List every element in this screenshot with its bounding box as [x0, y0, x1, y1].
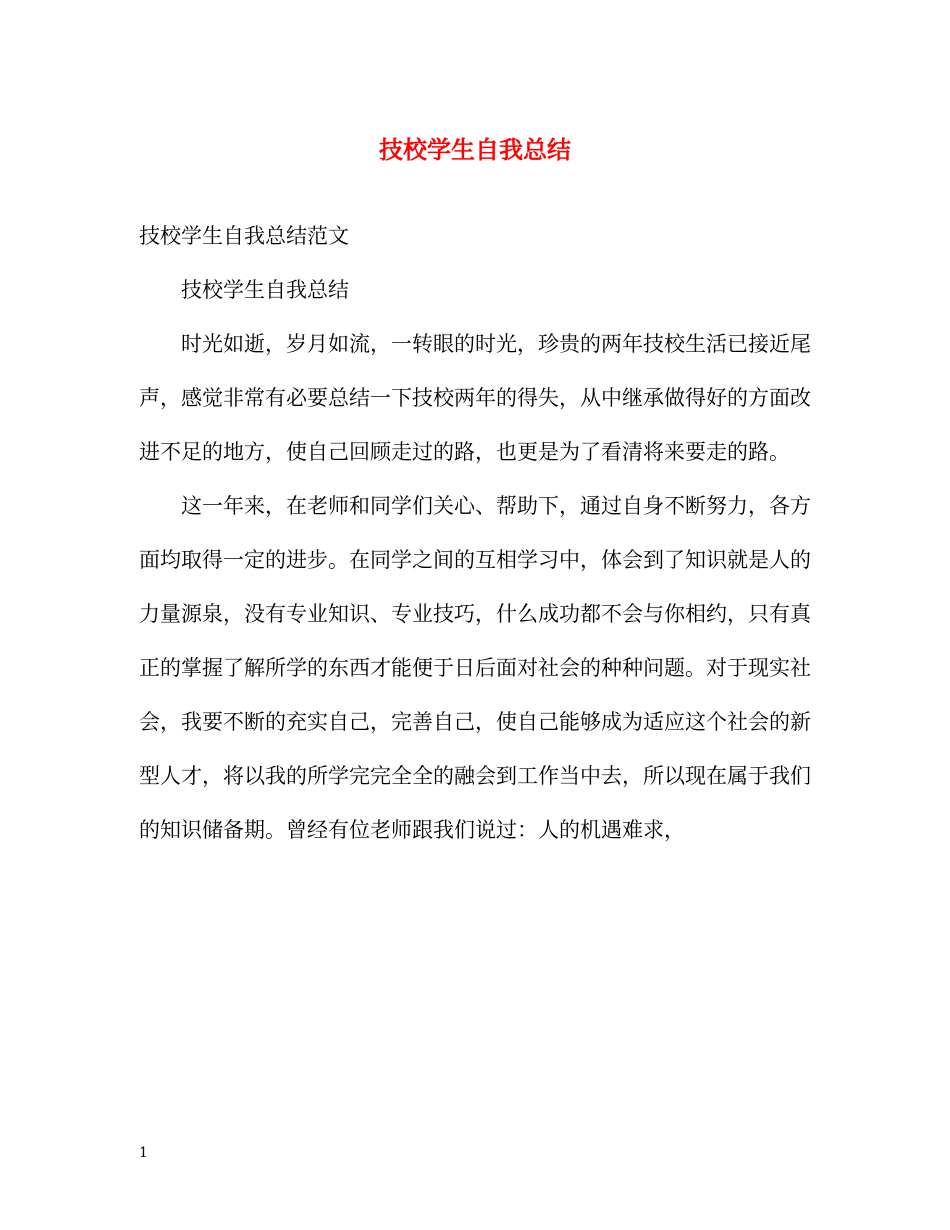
paragraph-2: 这一年来，在老师和同学们关心、帮助下，通过自身不断努力，各方面均取得一定的进步。在同学之间的互相学习中，体会到了知识就是人的力量源泉，没有专业知识、专业技巧，什么成功都不会与你相约，只有真正的掌握了解所学的东西才能便于日后面对社会的种种问题。对于现实社会，我要不断的充实自己，完善自己，使自己能够成为适应这个社会的新型人才，将以我的所学完完全全的融会到工作当中去，所以现在属于我们的知识储备期。曾经有位老师跟我们说过：人的机遇难求，: [139, 494, 811, 842]
section-heading: 技校学生自我总结: [181, 278, 349, 302]
paragraph-1: 时光如逝，岁月如流，一转眼的时光，珍贵的两年技校生活已接近尾声，感觉非常有必要总结一下技校两年的得失，从中继承做得好的方面改进不足的地方，使自己回顾走过的路，也更是为了看清将来要走的路。: [139, 332, 811, 464]
document-subtitle: 技校学生自我总结范文: [139, 224, 349, 248]
page-number: 1: [139, 1145, 148, 1161]
document-body: [139, 218, 811, 857]
document-title: 技校学生自我总结: [379, 135, 571, 164]
